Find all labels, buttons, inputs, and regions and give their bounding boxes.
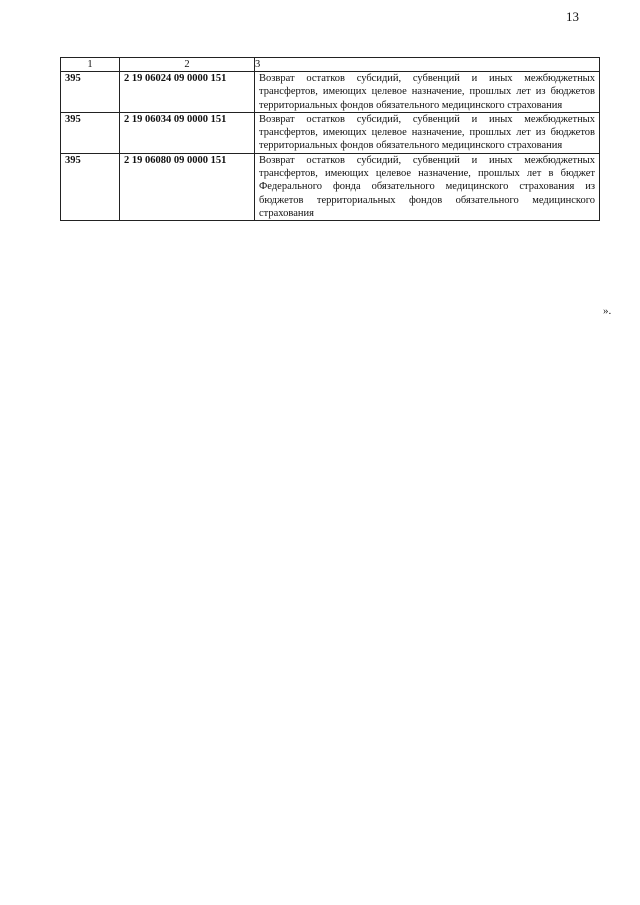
- table-row: [61, 112, 600, 153]
- classification-code-cell: 2 19 06024 09 0000 151: [120, 72, 255, 113]
- admin-code-cell: 395: [61, 72, 120, 113]
- classification-code-cell: 2 19 06080 09 0000 151: [120, 153, 255, 220]
- admin-code-cell: 395: [61, 153, 120, 220]
- description-cell: Возврат остатков субсидий, субвенций и иных межбюджетных трансфертов, имеющих целевое назначение, прошлых лет из бюджетов территориальных фондов обязательного медицинского страхования: [255, 112, 600, 153]
- budget-classification-table: [60, 57, 600, 221]
- header-col-2: 2: [120, 58, 255, 72]
- table-row: [61, 72, 600, 113]
- page-number: 13: [566, 9, 579, 24]
- table-row: [61, 153, 600, 220]
- description-cell: Возврат остатков субсидий, субвенций и иных межбюджетных трансфертов, имеющих целевое назначение, прошлых лет из бюджетов территориальных фондов обязательного медицинского страхования: [255, 72, 600, 113]
- closing-quote-mark: ».: [603, 305, 612, 317]
- classification-code-cell: 2 19 06034 09 0000 151: [120, 112, 255, 153]
- table-header-row: [61, 58, 600, 72]
- admin-code-cell: 395: [61, 112, 120, 153]
- header-col-1: 1: [61, 58, 120, 72]
- header-col-3: 3: [255, 58, 600, 72]
- description-cell: Возврат остатков субсидий, субвенций и иных межбюджетных трансфертов, имеющих целевое назначение, прошлых лет в бюджет Федерального фонда обязательного медицинского страхования из бюджетов территориальных фондов обязательного медицинского страхования: [255, 153, 600, 220]
